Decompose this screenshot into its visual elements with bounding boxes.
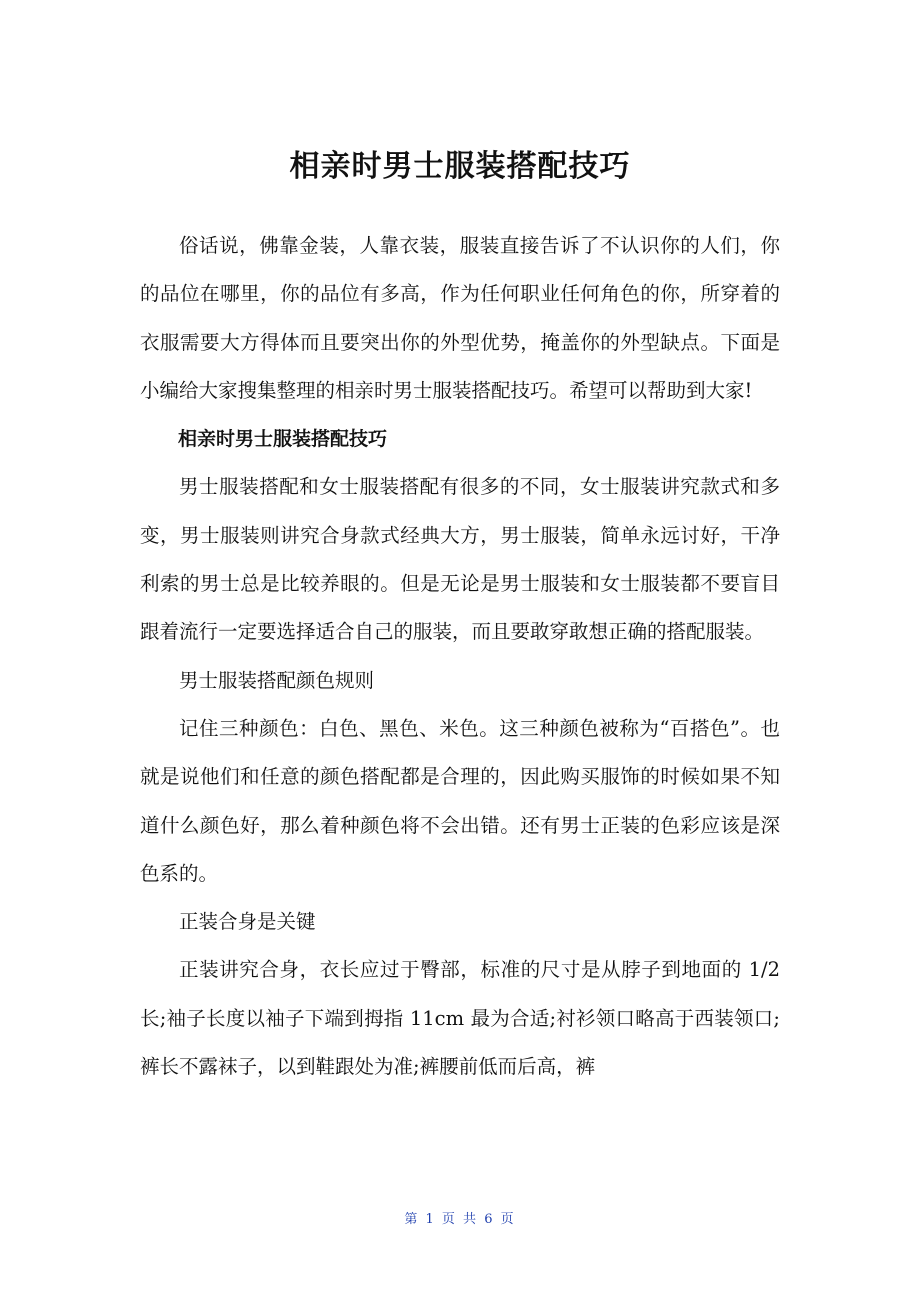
document-title: 相亲时男士服装搭配技巧: [289, 149, 631, 184]
heading-color-rules: 男士服装搭配颜色规则: [179, 668, 375, 692]
paragraph-overview: 男士服装搭配和女士服装搭配有很多的不同，女士服装讲究款式和多变，男士服装则讲究合身款式经典大方，男士服装，简单永远讨好，干净利索的男士总是比较养眼的。但是无论是男士服装和女士服装都不要盲目跟着流行一定要选择适合自己的服装，而且要敢穿敢想正确的搭配服装。: [140, 475, 780, 644]
paragraph-color-rules: 记住三种颜色：白色、黑色、米色。这三种颜色被称为“百搭色”。也就是说他们和任意的颜色搭配都是合理的，因此购买服饰的时候如果不知道什么颜色好，那么着种颜色将不会出错。还有男士正装的色彩应该是深色系的。: [140, 716, 780, 885]
document-body: [140, 222, 780, 1091]
heading-fit: 正装合身是关键: [179, 910, 316, 934]
intro-paragraph: 俗话说，佛靠金装，人靠衣装，服装直接告诉了不认识你的人们，你的品位在哪里，你的品位有多高，作为任何职业任何角色的你，所穿着的衣服需要大方得体而且要突出你的外型优势，掩盖你的外型缺点。下面是小编给大家搜集整理的相亲时男士服装搭配技巧。希望可以帮助到大家!: [140, 234, 780, 402]
section-heading: 相亲时男士服装搭配技巧: [178, 428, 388, 451]
paragraph-fit: 正装讲究合身，衣长应过于臀部，标准的尺寸是从脖子到地面的 1/2 长;袖子长度以袖子下端到拇指 11cm 最为合适;衬衫领口略高于西装领口;裤长不露袜子，以到鞋跟处为准;裤腰前低而后高，裤: [140, 958, 780, 1079]
page-number-footer: 第 1 页 共 6 页: [404, 1212, 516, 1227]
